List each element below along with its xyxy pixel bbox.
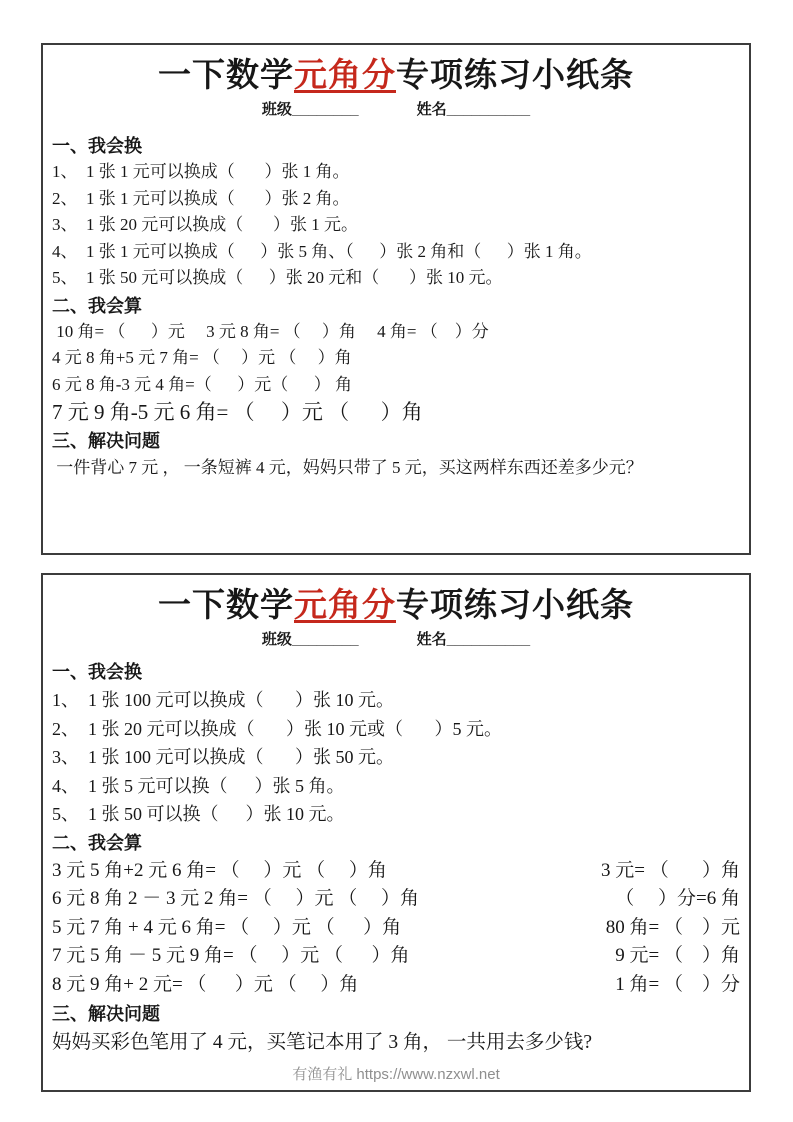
exercise-line: 2、 1 张 1 元可以换成（ ）张 2 角。 [52, 188, 350, 208]
exercise-line: 4 元 8 角+5 元 7 角= （ ）元 （ ）角 [52, 348, 352, 367]
class-field: 班级________ [261, 101, 359, 118]
section-heading-calculate: 二、我会算 [52, 832, 142, 853]
exercise-left: 3 元 5 角+2 元 6 角= （ ）元 （ ）角 [52, 859, 387, 881]
exercise-line: 5、 1 张 50 元可以换成（ ）张 20 元和（ ）张 10 元。 [52, 268, 503, 287]
exercise-line: 6 元 8 角-3 元 4 角=（ ）元（ ） 角 [52, 374, 352, 394]
exercise-line: 5、 1 张 50 可以换（ ）张 10 元。 [52, 804, 345, 824]
problem-block [52, 1028, 740, 1057]
name-field: 姓名__________ [416, 631, 531, 648]
exercise-row [52, 885, 740, 914]
exercise-left: 6 元 8 角 2 － 3 元 2 角= （ ）元 （ ）角 [52, 888, 419, 910]
exercise-line: 4、 1 张 1 元可以换成（ ）张 5 角、（ ）张 2 角和（ ）张 1 角。 [52, 241, 592, 261]
section-heading-problem: 三、解决问题 [52, 1004, 160, 1025]
exercise-right: 9 元= （ ）角 [615, 945, 740, 967]
footer-watermark: 有渔有礼 https://www.nzxwl.net [292, 1066, 500, 1083]
exercise-right: 3 元= （ ）角 [601, 859, 740, 881]
exercise-row [52, 942, 740, 971]
calculate-list [52, 319, 740, 428]
section-heading-exchange: 一、我会换 [52, 136, 142, 156]
title-post: 专项练习小纸条 [396, 588, 634, 624]
worksheet-title [52, 56, 740, 96]
worksheet-card-1 [41, 43, 751, 555]
exercise-line: 3、 1 张 20 元可以换成（ ）张 1 元。 [52, 215, 358, 234]
name-field: 姓名__________ [416, 101, 531, 118]
problem-text: 妈妈买彩色笔用了 4 元，买笔记本用了 3 角， 一共用去多少钱? [52, 1032, 593, 1054]
problem-block [52, 454, 740, 481]
exercise-line: 2、 1 张 20 元可以换成（ ）张 10 元或（ ）5 元。 [52, 718, 502, 739]
title-post: 专项练习小纸条 [396, 58, 634, 94]
title-pre: 一下数学 [158, 588, 294, 624]
exercise-right: （ ）分=6 角 [615, 888, 740, 910]
exercise-row [52, 857, 740, 886]
exercise-row [52, 914, 740, 943]
exercise-line: 1、 1 张 100 元可以换成（ ）张 10 元。 [52, 690, 394, 710]
title-pre: 一下数学 [158, 58, 294, 94]
exercise-right: 1 角= （ ）分 [615, 973, 740, 995]
exercise-line: 4、 1 张 5 元可以换（ ）张 5 角。 [52, 775, 345, 796]
exchange-list [52, 686, 740, 829]
section-heading-exchange: 一、我会换 [52, 662, 142, 682]
exercise-line: 7 元 9 角-5 元 6 角= （ ）元 （ ）角 [52, 400, 423, 424]
class-field: 班级________ [261, 631, 359, 648]
exercise-row [52, 971, 740, 1000]
title-highlight: 元角分 [294, 58, 396, 94]
exercise-left: 5 元 7 角 + 4 元 6 角= （ ）元 （ ）角 [52, 916, 402, 938]
exercise-right: 80 角= （ ）元 [605, 916, 740, 938]
exercise-line: 10 角= （ ）元 3 元 8 角= （ ）角 4 角= （ ）分 [52, 321, 489, 341]
problem-text: 一件背心 7 元 ， 一条短裤 4 元，妈妈只带了 5 元，买这两样东西还差多少元？ [52, 458, 643, 477]
section-heading-calculate: 二、我会算 [52, 295, 142, 316]
exchange-list [52, 159, 740, 292]
exercise-line: 1、 1 张 1 元可以换成（ ）张 1 角。 [52, 162, 350, 181]
exercise-left: 7 元 5 角 － 5 元 9 角= （ ）元 （ ）角 [52, 945, 410, 967]
title-highlight: 元角分 [294, 588, 396, 624]
exercise-line: 3、 1 张 100 元可以换成（ ）张 50 元。 [52, 747, 394, 767]
meta-line [52, 629, 740, 651]
calculate-list [52, 857, 740, 1000]
section-heading-problem: 三、解决问题 [52, 431, 160, 451]
meta-line [52, 99, 740, 121]
exercise-left: 8 元 9 角+ 2 元= （ ）元 （ ）角 [52, 973, 359, 995]
worksheet-title [52, 586, 740, 626]
worksheet-card-2 [41, 573, 751, 1092]
